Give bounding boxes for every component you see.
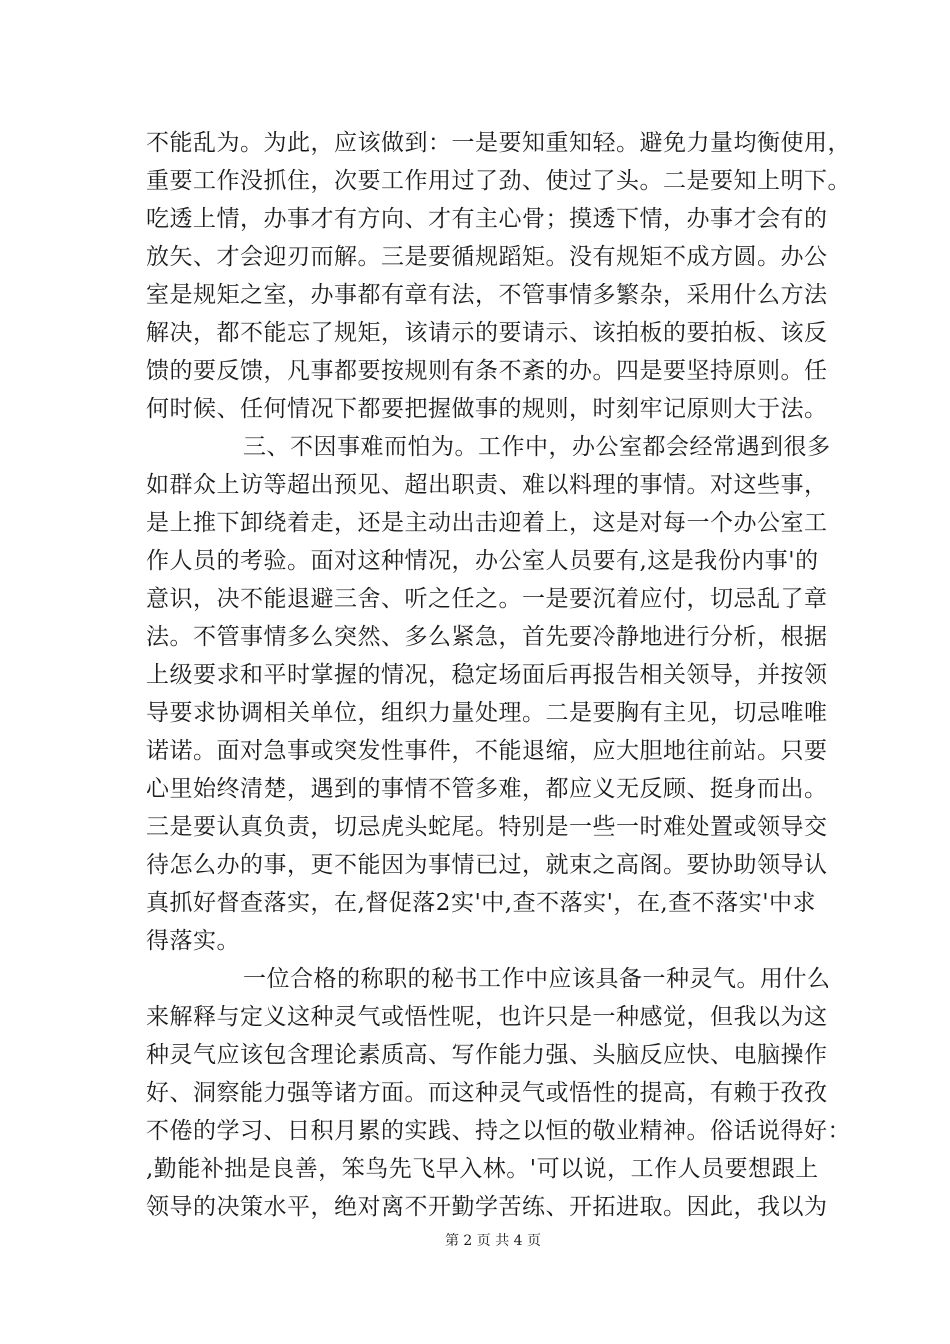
text-line: 三是要认真负责，切忌虎头蛇尾。特别是一些一时难处置或领导交: [146, 814, 828, 840]
text-line: 法。不管事情多么突然、多么紧急，首先要冷静地进行分析，根据: [146, 624, 828, 650]
text-line: 待怎么办的事，更不能因为事情已过，就束之高阁。要协助领导认: [146, 852, 828, 878]
text-line: ,勤能补拙是良善，笨鸟先飞早入林。'可以说，工作人员要想跟上: [146, 1156, 819, 1182]
text-line: 来解释与定义这种灵气或悟性呢，也许只是一种感觉，但我以为这: [146, 1004, 828, 1030]
text-line: 真抓好督查落实，在,督促落2实'中,查不落实'，在,查不落实'中求: [146, 890, 817, 916]
text-line: 种灵气应该包含理论素质高、写作能力强、头脑反应快、电脑操作: [146, 1042, 828, 1068]
page-number-footer: 第 2 页 共 4 页: [444, 1233, 542, 1249]
text-line: 好、洞察能力强等诸方面。而这种灵气或悟性的提高，有赖于孜孜: [146, 1080, 828, 1106]
text-line: 心里始终清楚，遇到的事情不管多难，都应义无反顾、挺身而出。: [146, 776, 828, 802]
text-line: 吃透上情，办事才有方向、才有主心骨；摸透下情，办事才会有的: [146, 206, 828, 232]
text-line: 导要求协调相关单位，组织力量处理。二是要胸有主见，切忌唯唯: [146, 700, 828, 726]
text-line: 馈的要反馈，凡事都要按规则有条不紊的办。四是要坚持原则。任: [146, 358, 828, 384]
text-line: 上级要求和平时掌握的情况，稳定场面后再报告相关领导，并按领: [146, 662, 828, 688]
text-line: 是上推下卸绕着走，还是主动出击迎着上，这是对每一个办公室工: [146, 510, 828, 536]
text-line: 领导的决策水平，绝对离不开勤学苦练、开拓进取。因此，我以为: [146, 1194, 828, 1220]
text-line: 如群众上访等超出预见、超出职责、难以料理的事情。对这些事，: [146, 472, 828, 498]
text-line: 意识，决不能退避三舍、听之任之。一是要沉着应付，切忌乱了章: [146, 586, 828, 612]
paragraph-start-line: 一位合格的称职的秘书工作中应该具备一种灵气。用什么: [243, 966, 831, 992]
text-line: 不能乱为。为此，应该做到：一是要知重知轻。避免力量均衡使用，: [146, 130, 851, 156]
text-line: 放矢、才会迎刃而解。三是要循规蹈矩。没有规矩不成方圆。办公: [146, 244, 828, 270]
paragraph-start-line: 三、不因事难而怕为。工作中，办公室都会经常遇到很多: [243, 434, 831, 460]
text-line: 室是规矩之室，办事都有章有法，不管事情多繁杂，采用什么方法: [146, 282, 828, 308]
text-line: 诺诺。面对急事或突发性事件，不能退缩，应大胆地往前站。只要: [146, 738, 828, 764]
text-line: 何时候、任何情况下都要把握做事的规则，时刻牢记原则大于法。: [146, 396, 828, 422]
text-line: 重要工作没抓住，次要工作用过了劲、使过了头。二是要知上明下。: [146, 168, 851, 194]
text-line: 作人员的考验。面对这种情况，办公室人员要有,这是我份内事'的: [146, 548, 819, 574]
text-line: 得落实。: [146, 928, 240, 954]
text-line: 解决，都不能忘了规矩，该请示的要请示、该拍板的要拍板、该反: [146, 320, 828, 346]
text-line: 不倦的学习、日积月累的实践、持之以恒的敬业精神。俗话说得好：: [146, 1118, 851, 1144]
